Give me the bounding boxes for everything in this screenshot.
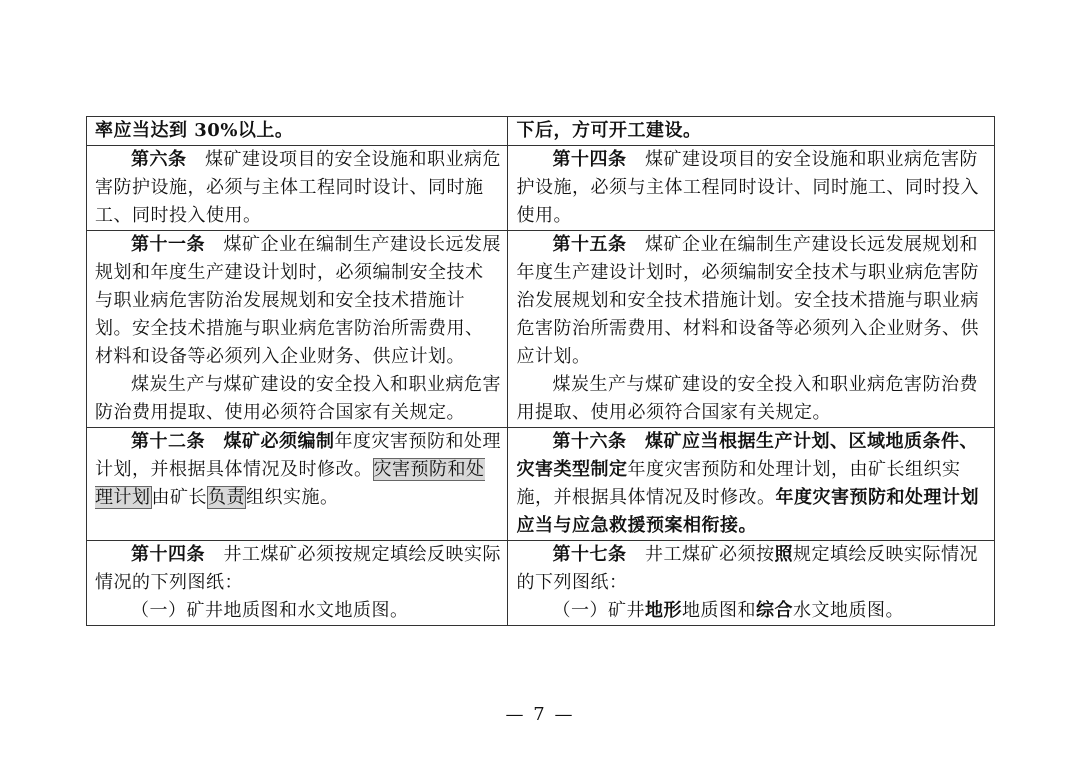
- text-segment: 水文地质图。: [792, 600, 904, 621]
- bold-text: 综合: [755, 600, 793, 621]
- table-row: [87, 146, 995, 231]
- text-segment: 组织实施。: [246, 487, 339, 508]
- text-segment: 井工煤矿必须按规定填绘反映实际情况的下列图纸：: [95, 544, 501, 593]
- article-paragraph: [95, 146, 501, 230]
- bold-text: 煤矿必须编制: [223, 431, 335, 452]
- article-paragraph: [95, 231, 501, 371]
- text-segment: 井工煤矿必须按: [626, 544, 775, 565]
- table-row: [87, 428, 995, 541]
- old-version-cell: [87, 231, 508, 428]
- text-segment: 煤矿建设项目的安全设施和职业病危害防护设施，必须与主体工程同时设计、同时施工、同时投入使用。: [95, 149, 501, 226]
- article-paragraph: [516, 428, 988, 540]
- article-number: 第十七条: [552, 544, 627, 565]
- article-paragraph: [516, 541, 988, 597]
- new-version-cell: [508, 541, 995, 626]
- article-paragraph: [95, 597, 501, 625]
- article-number: 第十二条: [131, 431, 205, 452]
- text-segment: 煤矿企业在编制生产建设长远发展规划和年度生产建设计划时，必须编制安全技术与职业病危害防治发展规划和安全技术措施计划。安全技术措施与职业病危害防治所需费用、材料和设备等必须列入企业财务、供应计划。: [95, 234, 501, 367]
- page-number: — 7 —: [505, 704, 575, 725]
- text-segment: [626, 431, 645, 452]
- table-row: [87, 541, 995, 626]
- old-version-cell: [87, 146, 508, 231]
- text-segment: 年度灾害预防和处理计划，由矿长组织实施，并根据具体情况及时修改。: [516, 459, 961, 508]
- new-version-cell: [508, 146, 995, 231]
- text-segment: （一）矿井: [552, 600, 645, 621]
- old-version-cell: [87, 117, 508, 146]
- article-paragraph: [516, 371, 988, 427]
- text-segment: 煤炭生产与煤矿建设的安全投入和职业病危害防治费用提取、使用必须符合国家有关规定。: [95, 374, 501, 423]
- article-number: 第十一条: [131, 234, 205, 255]
- bold-text: 煤矿应当根据生产计划、区域地质条件、灾害类型制定: [516, 431, 978, 480]
- text-segment: 年度灾害预防和处理计划，并根据具体情况及时修改。: [95, 431, 501, 480]
- text-segment: 煤炭生产与煤矿建设的安全投入和职业病危害防治费用提取、使用必须符合国家有关规定。: [516, 374, 978, 423]
- bold-text: 年度灾害预防和处理计划应当与应急救援预案相衔接。: [516, 487, 979, 536]
- article-paragraph: [95, 371, 501, 427]
- article-paragraph: [95, 117, 501, 145]
- text-segment: [205, 431, 224, 452]
- comparison-table: [86, 116, 995, 626]
- table-row: [87, 117, 995, 146]
- new-version-cell: [508, 428, 995, 541]
- article-number: 第十四条: [131, 544, 205, 565]
- old-version-cell: [87, 428, 508, 541]
- text-segment: 地质图和: [681, 600, 756, 621]
- article-number: 第十六条: [552, 431, 627, 452]
- new-version-cell: [508, 117, 995, 146]
- article-paragraph: [516, 231, 988, 371]
- article-number: 第十五条: [552, 234, 627, 255]
- article-paragraph: [516, 597, 988, 625]
- article-paragraph: [95, 428, 501, 512]
- article-number: 第六条: [131, 149, 187, 170]
- article-number: 下后，方可开工建设。: [516, 120, 702, 141]
- bold-text: 照: [774, 544, 793, 565]
- article-number: 第十四条: [552, 149, 627, 170]
- text-segment: 煤矿建设项目的安全设施和职业病危害防护设施，必须与主体工程同时设计、同时施工、同时投入使用。: [516, 149, 979, 226]
- text-segment: 煤矿企业在编制生产建设长远发展规划和年度生产建设计划时，必须编制安全技术与职业病危害防治发展规划和安全技术措施计划。安全技术措施与职业病危害防治所需费用、材料和设备等必须列入企业财务、供应计划。: [516, 234, 979, 367]
- text-segment: 由矿长: [151, 487, 207, 508]
- text-segment: （一）矿井地质图和水文地质图。: [131, 600, 409, 621]
- highlighted-text: 灾害预防和处理计划: [95, 459, 485, 508]
- highlighted-text: 负责: [208, 487, 245, 508]
- article-paragraph: [516, 117, 988, 145]
- text-segment: 规定填绘反映实际情况的下列图纸：: [516, 544, 978, 593]
- bold-text: 地形: [644, 600, 682, 621]
- comparison-table-body: [87, 117, 995, 626]
- article-paragraph: [516, 146, 988, 230]
- old-version-cell: [87, 541, 508, 626]
- article-number: 率应当达到 30%以上。: [95, 120, 294, 141]
- new-version-cell: [508, 231, 995, 428]
- table-row: [87, 231, 995, 428]
- article-paragraph: [95, 541, 501, 597]
